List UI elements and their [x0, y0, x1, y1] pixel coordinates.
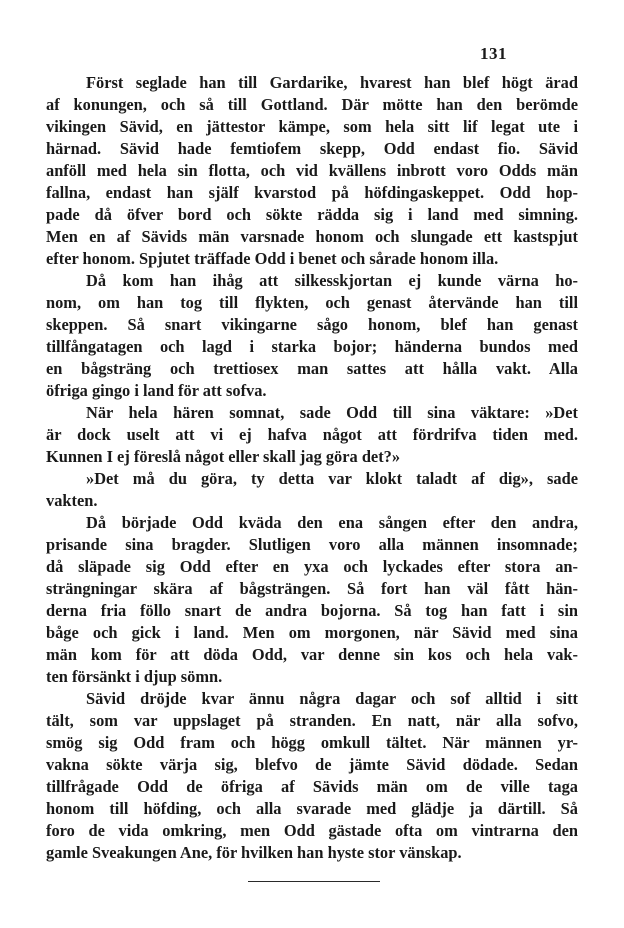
text-line: då släpade sig Odd efter en yxa och lyckades efter stora an- [46, 557, 578, 576]
text-line: Först seglade han till Gardarike, hvarest han blef högt ärad [86, 73, 578, 92]
text-line: foro de vida omkring, men Odd gästade ofta om vintrarna den [46, 821, 578, 840]
text-line: Då började Odd kväda den ena sången efter den andra, [86, 513, 578, 532]
text-line: gamle Sveakungen Ane, för hvilken han hyste stor vänskap. [46, 843, 462, 862]
text-line: pade då öfver bord och sökte rädda sig i land med simning. [46, 205, 578, 224]
text-line: tält, som var uppslaget på stranden. En natt, när alla sofvo, [46, 711, 578, 730]
end-rule [248, 881, 380, 882]
text-line: af konungen, och så till Gottland. Där mötte han den berömde [46, 95, 578, 114]
text-line: vikingen Sävid, en jättestor kämpe, som hela sitt lif legat ute i [46, 117, 578, 136]
text-line: nom, om han tog till flykten, och genast återvände han till [46, 293, 578, 312]
text-line: båge och gick i land. Men om morgonen, när Sävid med sina [46, 623, 578, 642]
page-number: 131 [480, 44, 507, 63]
text-line: När hela hären somnat, sade Odd till sina väktare: »Det [86, 403, 578, 422]
text-line: ten försänkt i djup sömn. [46, 667, 223, 686]
text-line: derna fria föllo snart de andra bojorna. Så tog han fatt i sin [46, 601, 578, 620]
text-line: prisande sina bragder. Slutligen voro alla männen insomnade; [46, 535, 578, 554]
text-line: smög sig Odd fram och högg omkull tältet. När männen yr- [46, 733, 578, 752]
text-line: Sävid dröjde kvar ännu några dagar och sof alltid i sitt [86, 689, 578, 708]
text-line: män kom för att döda Odd, var denne sin kos och hela vak- [46, 645, 578, 664]
text-line: är dock uselt att vi ej hafva något att fördrifva tiden med. [46, 425, 578, 444]
text-line: Kunnen I ej föreslå något eller skall jag göra det?» [46, 447, 401, 466]
text-line: vakten. [46, 491, 98, 510]
text-line: tillfrågade Odd de öfriga af Sävids män om de ville taga [46, 777, 578, 796]
text-line: strängningar skära af bågsträngen. Så fort han väl fått hän- [46, 579, 578, 598]
text-line: härnad. Sävid hade femtiofem skepp, Odd endast fio. Sävid [46, 139, 578, 158]
text-line: efter honom. Spjutet träffade Odd i benet och sårade honom illa. [46, 249, 499, 268]
text-line: »Det må du göra, ty detta var klokt taladt af dig», sade [86, 469, 578, 488]
text-line: skeppen. Så snart vikingarne sågo honom, blef han genast [46, 315, 578, 334]
text-line: fallna, endast han själf kvarstod på höfdingaskeppet. Odd hop- [46, 183, 578, 202]
text-line: öfriga gingo i land för att sofva. [46, 381, 267, 400]
text-line: Men en af Sävids män varsnade honom och slungade ett kastspjut [46, 227, 578, 246]
text-line: anföll med hela sin flotta, och vid kvällens inbrott voro Odds män [46, 161, 578, 180]
text-line: en bågsträng och trettiosex man sattes att hålla vakt. Alla [46, 359, 578, 378]
text-line: vakna sökte värja sig, blefvo de jämte Sävid dödade. Sedan [46, 755, 578, 774]
text-line: Då kom han ihåg att silkesskjortan ej kunde värna ho- [86, 271, 578, 290]
body-text [46, 72, 578, 864]
text-line: tillfångatagen och lagd i starka bojor; händerna bundos med [46, 337, 578, 356]
text-line: honom till höfding, och alla svarade med glädje ja därtill. Så [46, 799, 578, 818]
